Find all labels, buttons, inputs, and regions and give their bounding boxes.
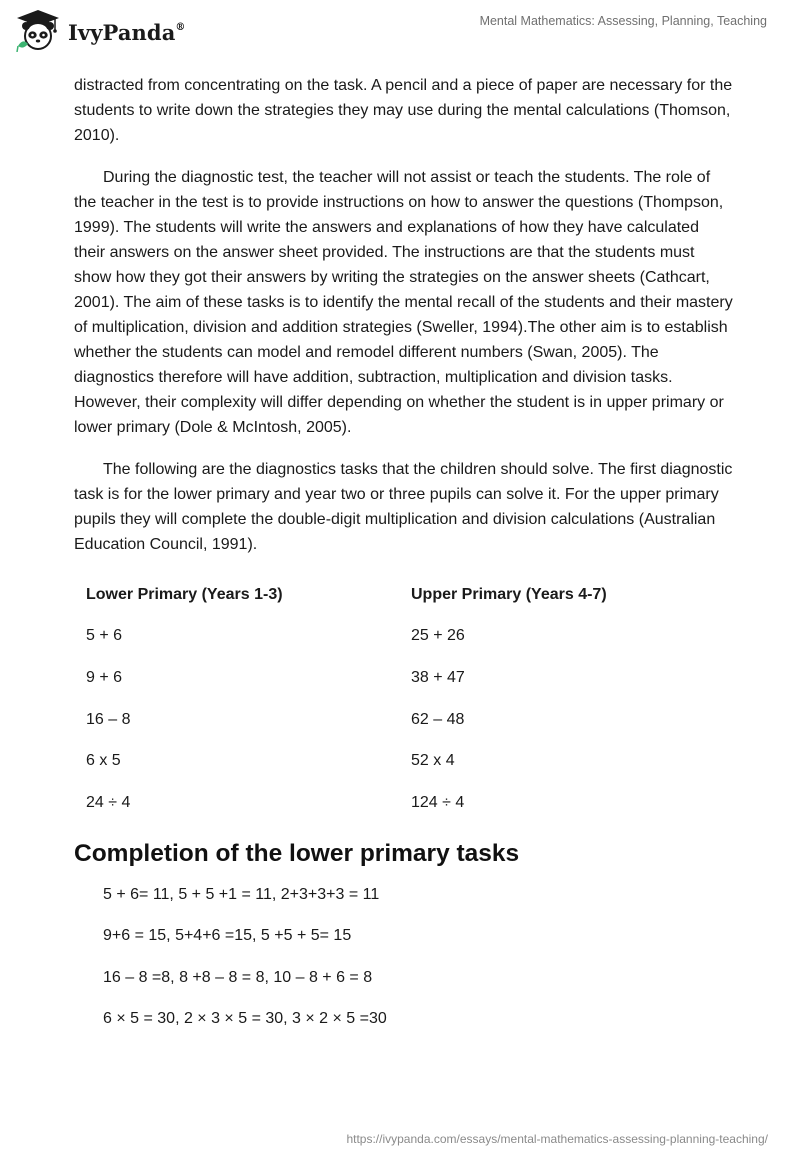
table-cell: 6 x 5 bbox=[86, 752, 121, 770]
paragraph-2: During the diagnostic test, the teacher will not assist or teach the students. The role of the teacher in the test is to provide instructions on how to answer the questions (Thompson, 1999). The students will write the answers and explanations of how they have calculated their answers on the answer sheet provided. The instructions are that the students must show how they got their answers by writing the strategies on the answer sheets (Cathcart, 2001). The aim of these tasks is to identify the mental recall of the students and their mastery of multiplication, division and addition strategies (Sweller, 1994).The other aim is to establish whether the students can model and remodel different numbers (Swan, 2005). The diagnostics therefore will have addition, subtraction, multiplication and division tasks. However, their complexity will differ depending on whether the student is in upper primary or lower primary (Dole & McIntosh, 2005). bbox=[74, 169, 733, 436]
table-row bbox=[74, 782, 724, 824]
paragraph-3: The following are the diagnostics tasks that the children should solve. The first diagnostic task is for the lower primary and year two or three pupils can solve it. For the upper primary pupils they will complete the double-digit multiplication and division calculations (Australian Education Council, 1991). bbox=[74, 461, 733, 553]
table-cell: 25 + 26 bbox=[411, 627, 465, 645]
table-cell: 124 ÷ 4 bbox=[411, 793, 465, 811]
table-row bbox=[74, 699, 724, 741]
paragraph-1: distracted from concentrating on the task. A pencil and a piece of paper are necessary for the students to write down the strategies they may use during the mental calculations (Thomson, 2010). bbox=[74, 77, 733, 144]
solution-line: 5 + 6= 11, 5 + 5 +1 = 11, 2+3+3+3 = 11 bbox=[103, 885, 380, 903]
brand-name: IvyPanda® bbox=[68, 19, 186, 45]
document-title: Mental Mathematics: Assessing, Planning, Teaching bbox=[479, 14, 767, 28]
table-cell: 24 ÷ 4 bbox=[86, 793, 131, 811]
solution-line: 16 – 8 =8, 8 +8 – 8 = 8, 10 – 8 + 6 = 8 bbox=[103, 968, 373, 986]
brand-logo[interactable] bbox=[14, 8, 186, 52]
solution-line: 9+6 = 15, 5+4+6 =15, 5 +5 + 5= 15 bbox=[103, 927, 352, 945]
article-body bbox=[74, 73, 734, 1048]
column-header-upper-primary: Upper Primary (Years 4-7) bbox=[411, 585, 607, 603]
table-row bbox=[74, 740, 724, 782]
table-header-row bbox=[74, 574, 724, 616]
table-cell: 62 – 48 bbox=[411, 710, 465, 728]
table-cell: 52 x 4 bbox=[411, 752, 455, 770]
solution-line: 6 × 5 = 30, 2 × 3 × 5 = 30, 3 × 2 × 5 =30 bbox=[103, 1010, 387, 1028]
diagnostic-tasks-table bbox=[74, 574, 724, 824]
table-row bbox=[74, 616, 724, 658]
table-cell: 38 + 47 bbox=[411, 668, 465, 686]
panda-graduate-icon bbox=[14, 8, 62, 52]
source-url[interactable]: https://ivypanda.com/essays/mental-mathematics-assessing-planning-teaching/ bbox=[346, 1132, 768, 1146]
column-header-lower-primary: Lower Primary (Years 1-3) bbox=[86, 585, 283, 603]
page-header bbox=[0, 0, 800, 60]
table-row bbox=[74, 657, 724, 699]
table-cell: 16 – 8 bbox=[86, 710, 131, 728]
table-cell: 5 + 6 bbox=[86, 627, 123, 645]
table-cell: 9 + 6 bbox=[86, 668, 123, 686]
section-heading: Completion of the lower primary tasks bbox=[74, 839, 520, 867]
